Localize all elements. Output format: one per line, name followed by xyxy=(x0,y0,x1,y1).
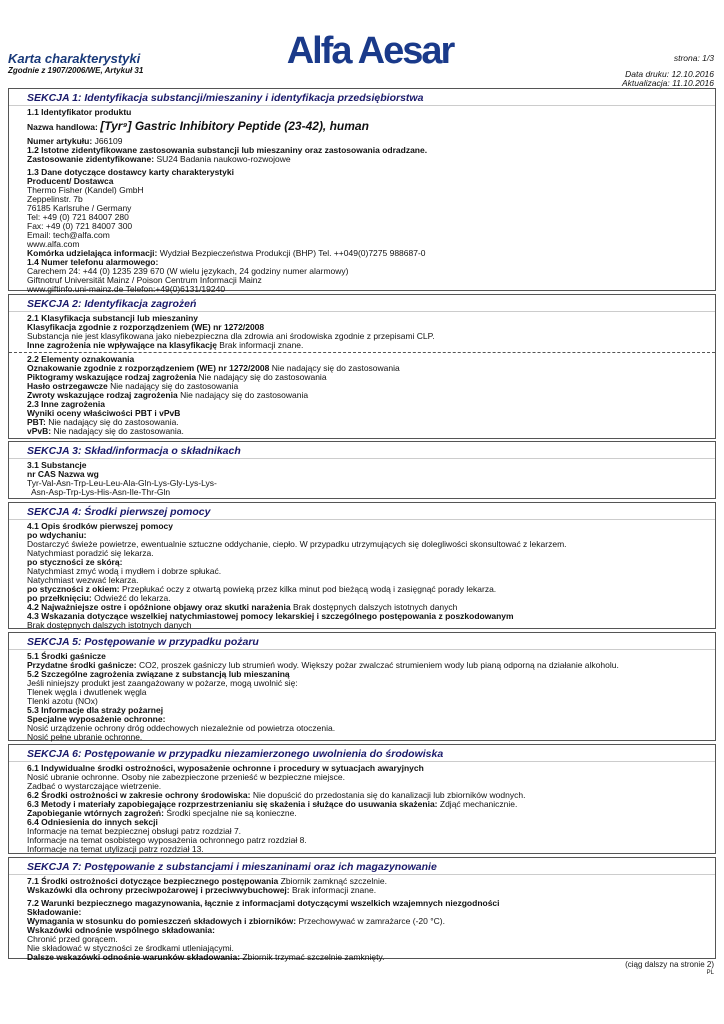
website-line: www.alfa.com xyxy=(27,239,80,249)
use-label: Zastosowanie zidentyfikowane: xyxy=(27,154,155,164)
fire-protection-label: Wskazówki dla ochrony przeciwpożarowej i przeciwwybuchowej: xyxy=(27,885,290,895)
article-label: Numer artykułu: xyxy=(27,136,93,146)
s4-43-value: Brak dostępnych dalszych istotnych danych xyxy=(27,620,192,630)
section-4-title: SEKCJA 4: Środki pierwszej pomocy xyxy=(27,506,211,518)
document-header xyxy=(0,0,724,90)
address-line: 76185 Karlsruhe / Germany xyxy=(27,203,132,213)
pbt-value: Nie nadający się do zastosowania. xyxy=(48,417,179,427)
pbt-label: PBT: xyxy=(27,417,46,427)
pictogram-label: Piktogramy wskazujące rodzaj zagrożenia xyxy=(27,372,197,382)
s6-64-text: Informacje na temat utylizacji patrz rozdział 13. xyxy=(27,844,204,854)
s7-heading-71: 7.1 Środki ostrożności dotyczące bezpiecznego postępowania xyxy=(27,876,279,886)
header-right xyxy=(622,54,714,89)
section-6-title: SEKCJA 6: Postępowanie w przypadku niezamierzonego uwolnienia do środowiska xyxy=(27,748,444,760)
inhalation-text: Natychmiast poradzić się lekarza. xyxy=(27,548,154,558)
page-footer xyxy=(625,960,714,978)
trade-name-label: Nazwa handlowa: xyxy=(27,122,98,132)
page-number: strona: 1/3 xyxy=(673,53,714,63)
inhalation-label: po wdychaniu: xyxy=(27,530,87,540)
ppe-text: Nosić urządzenie ochrony dróg oddechowych niezależnie od powietrza otoczenia. xyxy=(27,723,336,733)
joint-storage-text: Nie składować w styczności ze środkami utleniającymi. xyxy=(27,943,234,953)
info-value: Wydział Bezpieczeństwa Produkcji (BHP) Tel. ++049(0)7275 988687-0 xyxy=(159,248,426,258)
s1-heading-13: 1.3 Dane dotyczące dostawcy karty charakterystyki xyxy=(27,167,234,177)
extinguishing-label: Przydatne środki gaśnicze: xyxy=(27,660,137,670)
dashed-divider xyxy=(9,352,715,353)
s3-heading-31: 3.1 Substancje xyxy=(27,460,87,470)
address-line: Zeppelinstr. 7b xyxy=(27,194,83,204)
ppe-label: Specjalne wyposażenie ochronne: xyxy=(27,714,166,724)
s5-heading-52: 5.2 Szczególne zagrożenia związane z substancją lub mieszaniną xyxy=(27,669,290,679)
s5-heading-53: 5.3 Informacje dla straży pożarnej xyxy=(27,705,164,715)
s6-61-text: Nosić ubranie ochronne. Osoby nie zabezpieczone przenieść w bezpieczne miejsce. xyxy=(27,772,345,782)
article-number: J66109 xyxy=(94,136,123,146)
s1-heading-12: 1.2 Istotne zidentyfikowane zastosowania substancji lub mieszaniny oraz zastosowania odradzane. xyxy=(27,145,428,155)
further-storage-value: Zbiornik trzymać szczelnie zamknięty. xyxy=(242,952,385,962)
further-storage-label: Dalsze wskazówki odnośnie warunków składowania: xyxy=(27,952,241,962)
update-date: Aktualizacja: 11.10.2016 xyxy=(622,78,714,88)
joint-storage-label: Wskazówki odnośnie wspólnego składowania: xyxy=(27,925,215,935)
use-value: SU24 Badania naukowo-rozwojowe xyxy=(156,154,291,164)
s2-heading-23: 2.3 Inne zagrożenia xyxy=(27,399,105,409)
section-1-title: SEKCJA 1: Identyfikacja substancji/mieszaniny i identyfikacja przedsiębiorstwa xyxy=(27,92,424,104)
s5-52-text: Tlenki azotu (NOx) xyxy=(27,696,98,706)
skin-text: Natychmiast zmyć wodą i mydłem i dobrze spłukać. xyxy=(27,566,222,576)
vpvb-label: vPvB: xyxy=(27,426,52,436)
section-4 xyxy=(8,502,716,629)
pbt-heading: Wyniki oceny właściwości PBT i vPvB xyxy=(27,408,181,418)
document-title: Karta charakterystyki xyxy=(8,51,141,66)
s4-heading-41: 4.1 Opis środków pierwszej pomocy xyxy=(27,521,173,531)
peptide-sequence: Asn-Asp-Trp-Lys-His-Asn-Ile-Thr-Gln xyxy=(31,487,171,497)
fax-line: Fax: +49 (0) 721 84007 300 xyxy=(27,221,133,231)
vpvb-value: Nie nadający się do zastosowania. xyxy=(53,426,184,436)
s6-64-text: Informacje na temat bezpiecznej obsługi patrz rozdział 7. xyxy=(27,826,242,836)
s4-heading-43: 4.3 Wskazania dotyczące wszelkiej natychmiastowej pomocy lekarskiej i szczególnego postępowania z poszkodowanym xyxy=(27,611,514,621)
emergency-line: Carechem 24: +44 (0) 1235 239 670 (W wielu językach, 24 godziny numer alarmowy) xyxy=(27,266,349,276)
alfa-aesar-logo xyxy=(280,30,460,70)
other-hazards-value: Brak informacji znane. xyxy=(219,340,304,350)
s4-42-value: Brak dostępnych dalszych istotnych danych xyxy=(292,602,458,612)
s7-heading-72: 7.2 Warunki bezpiecznego magazynowania, łącznie z informacjami dotyczącymi wszelkich wzajemnych niezgodności xyxy=(27,898,500,908)
eye-text: Przepłukać oczy z otwartą powieką przez kilka minut pod bieżącą wodą i zasięgnąć porady lekarza. xyxy=(121,584,497,594)
storage-req-value: Przechowywać w zamrażarce (-20 °C). xyxy=(298,916,445,926)
peptide-sequence: Tyr-Val-Asn-Trp-Leu-Leu-Ala-Gln-Lys-Gly-Lys-Lys- xyxy=(27,478,217,488)
section-5 xyxy=(8,632,716,741)
section-3 xyxy=(8,441,716,499)
trade-name: [Tyr⁹] Gastric Inhibitory Peptide (23-42), human xyxy=(100,119,369,133)
hazard-statements-value: Nie nadający się do zastosowania xyxy=(180,390,309,400)
s7-71-value: Zbiornik zamknąć szczelnie. xyxy=(280,876,387,886)
signal-word-value: Nie nadający się do zastosowania xyxy=(110,381,239,391)
section-7 xyxy=(8,857,716,962)
s6-64-text: Informacje na temat osobistego wyposażenia ochronnego patrz rozdział 8. xyxy=(27,835,307,845)
storage-heading: Składowanie: xyxy=(27,907,82,917)
phone-line: Tel: +49 (0) 721 84007 280 xyxy=(27,212,129,222)
s2-heading-22: 2.2 Elementy oznakowania xyxy=(27,354,135,364)
section-2 xyxy=(8,294,716,439)
labelling-value: Nie nadający się do zastosowania xyxy=(271,363,400,373)
labelling-label: Oznakowanie zgodnie z rozporządzeniem (WE) nr 1272/2008 xyxy=(27,363,270,373)
s2-clp-text: Substancja nie jest klasyfikowana jako niebezpieczna dla zdrowia ani środowiska zgodnie z przepisami CLP. xyxy=(27,331,435,341)
hazard-statements-label: Zwroty wskazujące rodzaj zagrożenia xyxy=(27,390,178,400)
emergency-line: www.giftinfo.uni-mainz.de Telefon:+49(0)6131/19240 xyxy=(27,284,226,294)
prevention-value: Środki specjalne nie są konieczne. xyxy=(166,808,297,818)
s6-heading-64: 6.4 Odniesienia do innych sekcji xyxy=(27,817,158,827)
s1-heading-11: 1.1 Identyfikator produktu xyxy=(27,107,132,117)
s2-heading-21: 2.1 Klasyfikacja substancji lub mieszaniny xyxy=(27,313,199,323)
joint-storage-text: Chronić przed gorącem. xyxy=(27,934,118,944)
s4-heading-42: 4.2 Najważniejsze ostre i opóźnione objawy oraz skutki narażenia xyxy=(27,602,291,612)
ingestion-label: po przełknięciu: xyxy=(27,593,92,603)
continued-note: (ciąg dalszy na stronie 2) xyxy=(625,960,714,969)
section-2-title: SEKCJA 2: Identyfikacja zagrożeń xyxy=(27,298,197,310)
document-subtitle: Zgodnie z 1907/2006/WE, Artykuł 31 xyxy=(8,66,144,75)
s5-heading-51: 5.1 Środki gaśnicze xyxy=(27,651,106,661)
language-code: PL xyxy=(706,970,714,976)
pictogram-value: Nie nadający się do zastosowania xyxy=(198,372,327,382)
s5-52-text: Jeśli niniejszy produkt jest zaangażowany w pożarze, mogą uwolnić się: xyxy=(27,678,298,688)
extinguishing-value: CO2, proszek gaśniczy lub strumień wody. Większy pożar zwalczać strumieniem wody lub pianą odporną na działanie alkoholu. xyxy=(138,660,619,670)
email-line: Email: tech@alfa.com xyxy=(27,230,110,240)
s6-61-text: Zadbać o wystarczające wietrzenie. xyxy=(27,781,162,791)
signal-word-label: Hasło ostrzegawcze xyxy=(27,381,108,391)
s6-heading-62: 6.2 Środki ostrożności w zakresie ochrony środowiska: xyxy=(27,790,251,800)
logo-text: Alfa Aesar xyxy=(286,30,454,70)
address-line: Thermo Fisher (Kandel) GmbH xyxy=(27,185,144,195)
storage-req-label: Wymagania w stosunku do pomieszczeń składowych i zbiorników: xyxy=(27,916,297,926)
s1-heading-14: 1.4 Numer telefonu alarmowego: xyxy=(27,257,159,267)
s6-heading-61: 6.1 Indywidualne środki ostrożności, wyposażenie ochronne i procedury w sytuacjach awaryjnych xyxy=(27,763,424,773)
s6-63-value: Zdjąć mechanicznie. xyxy=(439,799,518,809)
section-1 xyxy=(8,88,716,294)
skin-text: Natychmiast wezwać lekarza. xyxy=(27,575,139,585)
section-3-title: SEKCJA 3: Skład/informacja o składnikach xyxy=(27,445,241,457)
section-5-title: SEKCJA 5: Postępowanie w przypadku pożaru xyxy=(27,636,259,648)
prevention-label: Zapobieganie wtórnych zagrożeń: xyxy=(27,808,164,818)
section-6 xyxy=(8,744,716,854)
emergency-line: Giftnotruf Universität Mainz / Poison Centrum Informacji Mainz xyxy=(27,275,262,285)
producer-label: Producent/ Dostawca xyxy=(27,176,114,186)
section-7-title: SEKCJA 7: Postępowanie z substancjami i mieszaninami oraz ich magazynowanie xyxy=(27,861,437,873)
skin-label: po styczności ze skórą: xyxy=(27,557,123,567)
other-hazards-label: Inne zagrożenia nie wpływające na klasyfikację xyxy=(27,340,217,350)
s2-classification: Klasyfikacja zgodnie z rozporządzeniem (WE) nr 1272/2008 xyxy=(27,322,265,332)
eye-label: po styczności z okiem: xyxy=(27,584,120,594)
print-date: Data druku: 12.10.2016 xyxy=(625,68,714,79)
ppe-text: Nosić pełne ubranie ochronne. xyxy=(27,732,143,742)
s6-heading-63: 6.3 Metody i materiały zapobiegające rozprzestrzenianiu się skażenia i służące do usuwania skażenia: xyxy=(27,799,438,809)
inhalation-text: Dostarczyć świeże powietrze, ewentualnie sztuczne oddychanie, ciepło. W przypadku utrzymujących się dolegliwości skonsultować z lekarzem. xyxy=(27,539,567,549)
s5-52-text: Tlenek węgla i dwutlenek węgla xyxy=(27,687,147,697)
s6-62-value: Nie dopuścić do przedostania się do kanalizacji lub zbiorników wodnych. xyxy=(252,790,526,800)
fire-protection-value: Brak informacji znane. xyxy=(292,885,377,895)
header-left xyxy=(8,52,143,76)
info-label: Komórka udzielająca informacji: xyxy=(27,248,158,258)
cas-header: nr CAS Nazwa wg xyxy=(27,469,99,479)
ingestion-text: Odwieźć do lekarza. xyxy=(94,593,171,603)
